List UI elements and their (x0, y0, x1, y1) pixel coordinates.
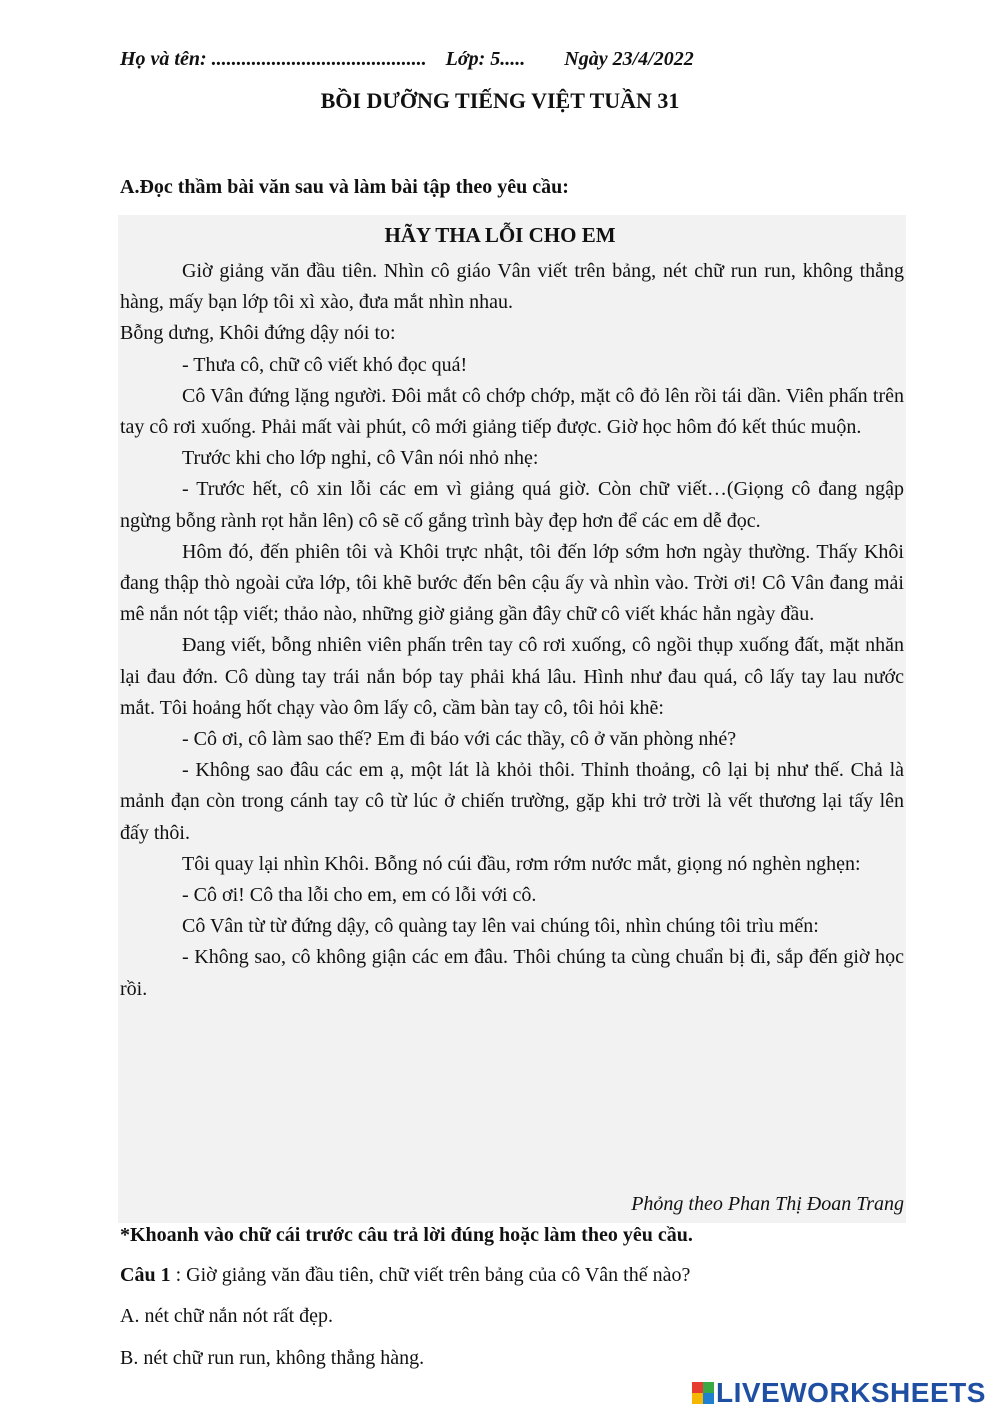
passage-body (120, 256, 904, 1005)
logo-square-yellow (692, 1393, 703, 1404)
passage-title: HÃY THA LỖI CHO EM (384, 223, 616, 247)
passage-paragraph: - Trước hết, cô xin lỗi các em vì giảng quá giờ. Còn chữ viết…(Giọng cô đang ngập ngừng bỗng rành rọt hẳn lên) cô sẽ cố gắng trình bày đẹp hơn để các em dễ đọc. (120, 478, 904, 532)
passage-paragraph: - Cô ơi, cô làm sao thế? Em đi báo với các thầy, cô ở văn phòng nhé? (182, 728, 737, 751)
passage-paragraph: - Không sao đâu các em ạ, một lát là khỏi thôi. Thỉnh thoảng, cô lại bị như thế. Chả là mảnh đạn còn trong cánh tay cô từ lúc ở chiến trường, gặp khi trở trời là vết thương lại tấy lên đấy thôi. (120, 759, 904, 844)
logo-square-red (692, 1382, 703, 1393)
passage-paragraph: - Thưa cô, chữ cô viết khó đọc quá! (182, 353, 468, 376)
question-1 (120, 1264, 690, 1287)
passage-paragraph: Đang viết, bỗng nhiên viên phấn trên tay cô rơi xuống, cô ngồi thụp xuống đất, mặt nhăn lại đau đớn. Cô dùng tay trái nắn bóp tay phải khá lâu. Hình như đau quá, cô lấy tay lau nước mắt. Tôi hoảng hốt chạy vào ôm lấy cô, cầm bàn tay cô, tôi hỏi khẽ: (120, 634, 904, 719)
name-field-label: Họ và tên: ........................................... (120, 48, 427, 70)
passage-paragraph: Hôm đó, đến phiên tôi và Khôi trực nhật, tôi đến lớp sớm hơn ngày thường. Thấy Khôi đang thập thò ngoài cửa lớp, tôi khẽ bước đến bên cậu ấy và nhìn vào. Trời ơi! Cô Vân đang mải mê nắn nót tập viết; thảo nào, những giờ giảng gần đây chữ cô viết khác hẳn ngày đầu. (120, 540, 904, 626)
passage-source: Phỏng theo Phan Thị Đoan Trang (631, 1193, 904, 1215)
passage-paragraph: Tôi quay lại nhìn Khôi. Bỗng nó cúi đầu, rơm rớm nước mắt, giọng nó nghèn nghẹn: (182, 852, 861, 875)
liveworksheets-logo (692, 1378, 986, 1408)
logo-square-green (703, 1382, 714, 1393)
date-label: Ngày 23/4/2022 (564, 48, 694, 70)
page-title: BỒI DƯỠNG TIẾNG VIỆT TUẦN 31 (320, 88, 680, 113)
passage-paragraph: - Cô ơi! Cô tha lỗi cho em, em có lỗi với cô. (182, 884, 537, 907)
passage-paragraph: Cô Vân đứng lặng người. Đôi mắt cô chớp chớp, mặt cô đỏ lên rồi tái dần. Viên phấn trên tay cô rơi xuống. Phải mất vài phút, cô mới giảng tiếp được. Giờ học hôm đó kết thúc muộn. (120, 384, 904, 439)
instruction-text: *Khoanh vào chữ cái trước câu trả lời đúng hoặc làm theo yêu cầu. (120, 1224, 693, 1246)
logo-square-blue (703, 1393, 714, 1404)
passage-paragraph: Cô Vân từ từ đứng dậy, cô quàng tay lên vai chúng tôi, nhìn chúng tôi trìu mến: (182, 915, 819, 938)
liveworksheets-logo-icon (692, 1382, 714, 1404)
question-1-label: Câu 1 (120, 1264, 171, 1286)
passage-paragraph: - Không sao, cô không giận các em đâu. Thôi chúng ta cùng chuẩn bị đi, sắp đến giờ học rồi. (120, 946, 904, 1000)
class-field-label: Lớp: 5..... (445, 48, 526, 70)
answer-option-a[interactable]: A. nét chữ nắn nót rất đẹp. (120, 1305, 333, 1327)
passage-paragraph: Bỗng dưng, Khôi đứng dậy nói to: (120, 322, 396, 345)
passage-paragraph: Trước khi cho lớp nghỉ, cô Vân nói nhỏ nhẹ: (182, 447, 539, 470)
section-a-heading: A.Đọc thầm bài văn sau và làm bài tập theo yêu cầu: (120, 176, 569, 198)
liveworksheets-logo-text: LIVEWORKSHEETS (716, 1377, 986, 1408)
question-1-text: : Giờ giảng văn đầu tiên, chữ viết trên bảng của cô Vân thế nào? (170, 1264, 691, 1286)
passage-paragraph: Giờ giảng văn đầu tiên. Nhìn cô giáo Vân viết trên bảng, nét chữ run run, không thẳng hàng, mấy bạn lớp tôi xì xào, đưa mắt nhìn nhau. (120, 260, 904, 314)
student-info-header (120, 48, 694, 71)
answer-option-b[interactable]: B. nét chữ run run, không thẳng hàng. (120, 1347, 425, 1369)
